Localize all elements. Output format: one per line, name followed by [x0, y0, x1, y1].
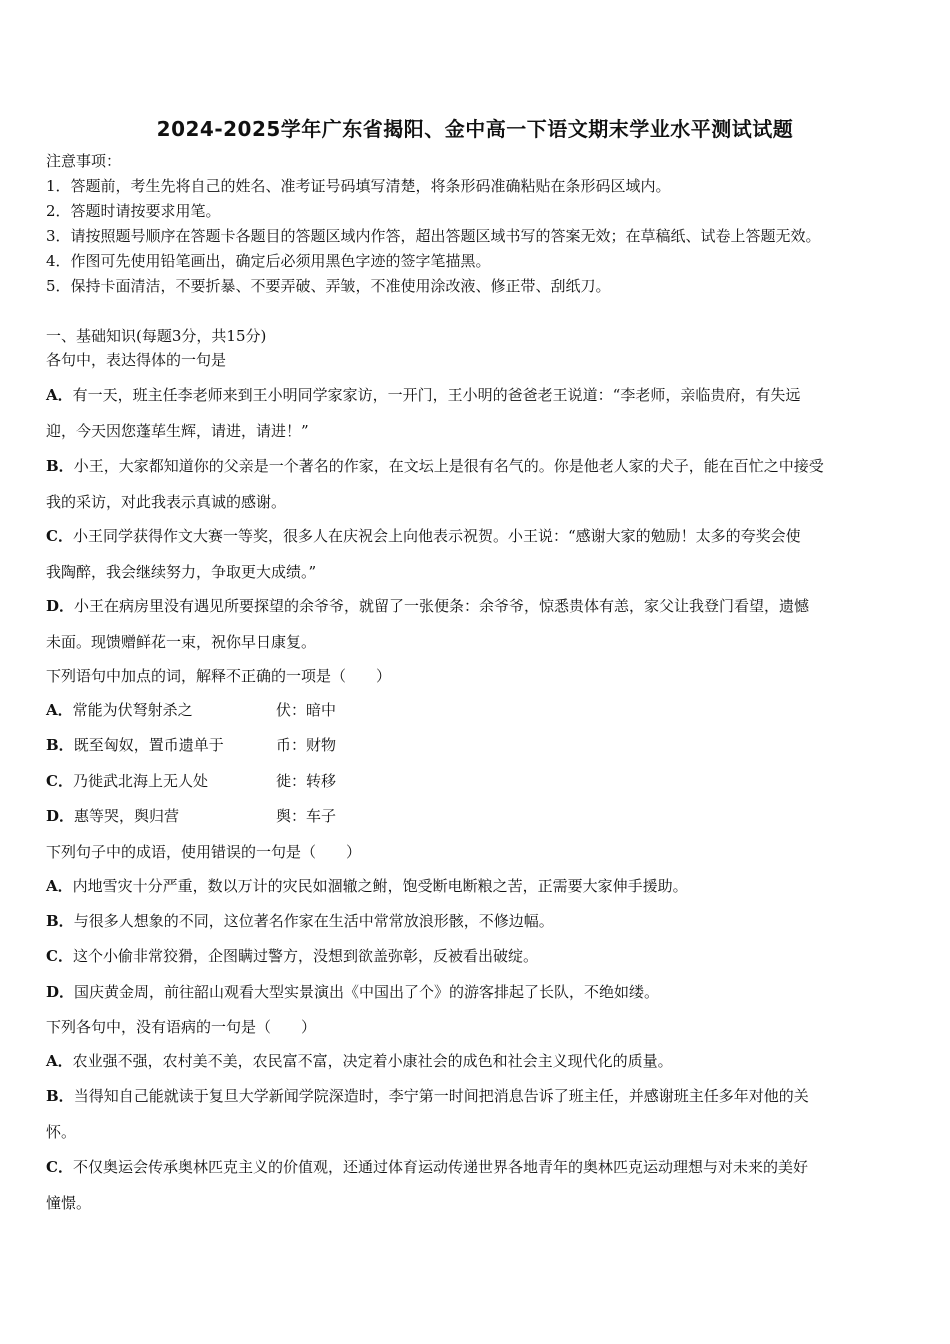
q1-option-d-cont: 未面。现馈赠鲜花一束，祝你早日康复。 [46, 633, 317, 651]
q4-option-a [46, 1051, 673, 1071]
q4-option-b-cont: 怀。 [46, 1123, 77, 1141]
option-letter: B． [46, 912, 74, 930]
option-text: 国庆黄金周，前往韶山观看大型实景演出《中国出了个》的游客排起了长队，不绝如缕。 [74, 983, 660, 1001]
q4-option-b [46, 1086, 809, 1106]
q4-option-c-cont: 憧憬。 [46, 1194, 92, 1212]
q1-option-a [46, 385, 800, 405]
option-text: 乃徙武北海上无人处 [72, 772, 208, 790]
notice-item: 5．保持卡面清洁，不要折暴、不要弄破、弄皱，不准使用涂改液、修正带、刮纸刀。 [46, 277, 611, 295]
q1-option-b-cont: 我的采访，对此我表示真诚的感谢。 [46, 493, 287, 511]
option-letter: C． [46, 1158, 73, 1176]
q1-option-c [46, 526, 801, 546]
q4-option-c [46, 1157, 808, 1177]
q4-stem: 下列各句中，没有语病的一句是（ ） [46, 1018, 317, 1036]
option-meaning: 徙：转移 [276, 772, 337, 790]
option-text: 小王在病房里没有遇见所要探望的余爷爷，就留了一张便条：余爷爷，惊悉贵体有恙，家父让我登门看望，遗憾 [74, 597, 810, 615]
option-text: 农业强不强，农村美不美，农民富不富，决定着小康社会的成色和社会主义现代化的质量。 [72, 1052, 673, 1070]
option-text: 小王同学获得作文大赛一等奖，很多人在庆祝会上向他表示祝贺。小王说：“感谢大家的勉励！太多的夸奖会使 [72, 527, 801, 545]
q1-option-b [46, 456, 824, 476]
q3-option-d [46, 982, 659, 1002]
q1-option-c-cont: 我陶醉，我会继续努力，争取更大成绩。” [46, 563, 317, 581]
q2-option-d [46, 806, 908, 826]
q3-option-c [46, 946, 538, 966]
q1-stem: 各句中，表达得体的一句是 [46, 351, 227, 369]
notice-item: 1．答题前，考生先将自己的姓名、准考证号码填写清楚，将条形码准确粘贴在条形码区域内。 [46, 177, 671, 195]
option-letter: A． [46, 1052, 73, 1070]
option-letter: B． [46, 736, 74, 754]
q3-stem: 下列句子中的成语，使用错误的一句是（ ） [46, 843, 362, 861]
option-text: 有一天，班主任李老师来到王小明同学家家访，一开门，王小明的爸爸老王说道：“李老师，亲临贵府，有失远 [72, 386, 801, 404]
option-letter: D． [46, 597, 75, 615]
notice-item: 3．请按照题号顺序在答题卡各题目的答题区域内作答，超出答题区域书写的答案无效；在草稿纸、试卷上答题无效。 [46, 227, 821, 245]
option-letter: A． [46, 877, 73, 895]
q3-option-b [46, 911, 554, 931]
notice-item: 4．作图可先使用铅笔画出，确定后必须用黑色字迹的签字笔描黑。 [46, 252, 491, 270]
option-text: 惠等哭，舆归营 [74, 807, 180, 825]
option-letter: D． [46, 807, 75, 825]
option-letter: C． [46, 947, 73, 965]
notice-item: 2．答题时请按要求用笔。 [46, 202, 221, 220]
option-meaning: 币：财物 [276, 736, 337, 754]
option-letter: B． [46, 457, 74, 475]
option-letter: D． [46, 983, 75, 1001]
q2-option-a [46, 700, 908, 720]
option-text: 这个小偷非常狡猾，企图瞒过警方，没想到欲盖弥彰，反被看出破绽。 [72, 947, 538, 965]
option-letter: C． [46, 527, 73, 545]
q3-option-a [46, 876, 688, 896]
q2-option-b [46, 735, 908, 755]
option-text: 与很多人想象的不同，这位著名作家在生活中常常放浪形骸，不修边幅。 [73, 912, 554, 930]
notice-heading: 注意事项： [46, 152, 122, 170]
option-text: 内地雪灾十分严重，数以万计的灾民如涸辙之鲋，饱受断电断粮之苦，正需要大家伸手援助。 [72, 877, 688, 895]
option-meaning: 伏：暗中 [276, 701, 337, 719]
q1-option-d [46, 596, 809, 616]
option-letter: B． [46, 1087, 74, 1105]
page-title: 2024-2025学年广东省揭阳、金中高一下语文期末学业水平测试试题 [156, 117, 794, 141]
section-heading: 一、基础知识(每题3分，共15分) [46, 327, 267, 345]
q1-option-a-cont: 迎，今天因您蓬荜生辉，请进，请进！” [46, 422, 309, 440]
option-text: 不仅奥运会传承奥林匹克主义的价值观，还通过体育运动传递世界各地青年的奥林匹克运动理想与对未来的美好 [72, 1158, 808, 1176]
option-letter: A． [46, 701, 73, 719]
option-letter: A． [46, 386, 73, 404]
option-letter: C． [46, 772, 73, 790]
q2-stem: 下列语句中加点的词，解释不正确的一项是（ ） [46, 667, 392, 685]
option-text: 常能为伏弩射杀之 [72, 701, 193, 719]
option-meaning: 舆：车子 [276, 807, 337, 825]
q2-option-c [46, 771, 908, 791]
option-text: 小王，大家都知道你的父亲是一个著名的作家，在文坛上是很有名气的。你是他老人家的犬子，能在百忙之中接受 [73, 457, 824, 475]
option-text: 当得知自己能就读于复旦大学新闻学院深造时，李宁第一时间把消息告诉了班主任，并感谢班主任多年对他的关 [73, 1087, 809, 1105]
option-text: 既至匈奴，置币遗单于 [73, 736, 224, 754]
